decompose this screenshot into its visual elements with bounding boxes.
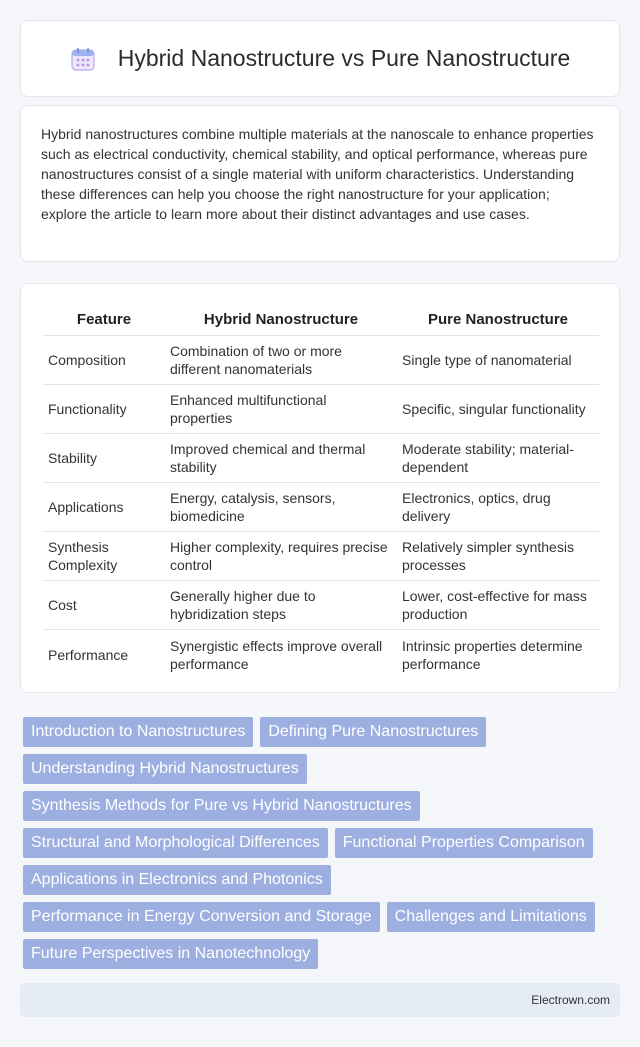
topic-tags <box>23 717 603 976</box>
topic-tag-introduction[interactable]: Introduction to Nanostructures <box>23 717 253 747</box>
topic-tag-synthesis[interactable]: Synthesis Methods for Pure vs Hybrid Nanostructures <box>23 791 420 821</box>
comparison-table <box>43 304 599 679</box>
hybrid-cell: Combination of two or more different nanomaterials <box>165 336 397 385</box>
feature-cell: Composition <box>43 336 165 385</box>
hybrid-cell: Generally higher due to hybridization steps <box>165 581 397 630</box>
feature-cell: Applications <box>43 483 165 532</box>
title-card <box>20 20 620 97</box>
pure-cell: Intrinsic properties determine performance <box>402 637 583 672</box>
feature-cell: Synthesis Complexity <box>43 532 165 581</box>
feature-cell: Performance <box>48 646 129 663</box>
header-pure: Pure Nanostructure <box>397 304 599 336</box>
header-hybrid: Hybrid Nanostructure <box>165 304 397 336</box>
table-row <box>43 630 599 679</box>
feature-cell: Functionality <box>43 385 165 434</box>
calendar-grid-icon <box>70 46 96 72</box>
topic-tag-functional[interactable]: Functional Properties Comparison <box>335 828 593 858</box>
hybrid-cell: Enhanced multifunctional properties <box>165 385 397 434</box>
pure-cell: Specific, singular functionality <box>397 385 599 434</box>
hybrid-cell: Improved chemical and thermal stability <box>165 434 397 483</box>
footer-site-link[interactable]: Electrown.com <box>531 993 610 1007</box>
feature-cell: Stability <box>43 434 165 483</box>
topic-tag-pure[interactable]: Defining Pure Nanostructures <box>260 717 486 747</box>
page-title: Hybrid Nanostructure vs Pure Nanostructure <box>117 45 571 71</box>
pure-cell: Moderate stability; material-dependent <box>397 434 599 483</box>
header-feature: Feature <box>43 304 165 336</box>
comparison-table-card <box>20 283 620 693</box>
topic-tag-hybrid[interactable]: Understanding Hybrid Nanostructures <box>23 754 307 784</box>
hybrid-cell: Higher complexity, requires precise control <box>165 532 397 581</box>
topic-tag-performance[interactable]: Performance in Energy Conversion and Storage <box>23 902 380 932</box>
pure-cell: Lower, cost-effective for mass production <box>397 581 599 630</box>
topic-tag-challenges[interactable]: Challenges and Limitations <box>387 902 595 932</box>
topic-tag-future[interactable]: Future Perspectives in Nanotechnology <box>23 939 318 969</box>
pure-cell: Single type of nanomaterial <box>397 336 599 385</box>
footer <box>20 983 620 1017</box>
table-header-row <box>43 304 599 336</box>
table-row <box>43 434 599 483</box>
topic-tag-structural[interactable]: Structural and Morphological Differences <box>23 828 328 858</box>
pure-cell: Relatively simpler synthesis processes <box>397 532 599 581</box>
intro-text: Hybrid nanostructures combine multiple materials at the nanoscale to enhance properties such as electrical conductivity, chemical stability, and optical performance, whereas pure nanostructures consist of a single material with uniform characteristics. Understanding these differences can help you choose the right nanostructure for your application; explore the article to learn more about their distinct advantages and use cases. <box>41 126 594 222</box>
topic-tag-applications[interactable]: Applications in Electronics and Photonics <box>23 865 331 895</box>
intro-card <box>20 105 620 262</box>
table-row <box>43 336 599 385</box>
pure-cell: Electronics, optics, drug delivery <box>397 483 599 532</box>
hybrid-cell: Synergistic effects improve overall performance <box>170 637 383 672</box>
table-row <box>43 385 599 434</box>
hybrid-cell: Energy, catalysis, sensors, biomedicine <box>165 483 397 532</box>
feature-cell: Cost <box>43 581 165 630</box>
table-row <box>43 581 599 630</box>
table-row <box>43 532 599 581</box>
table-row <box>43 483 599 532</box>
